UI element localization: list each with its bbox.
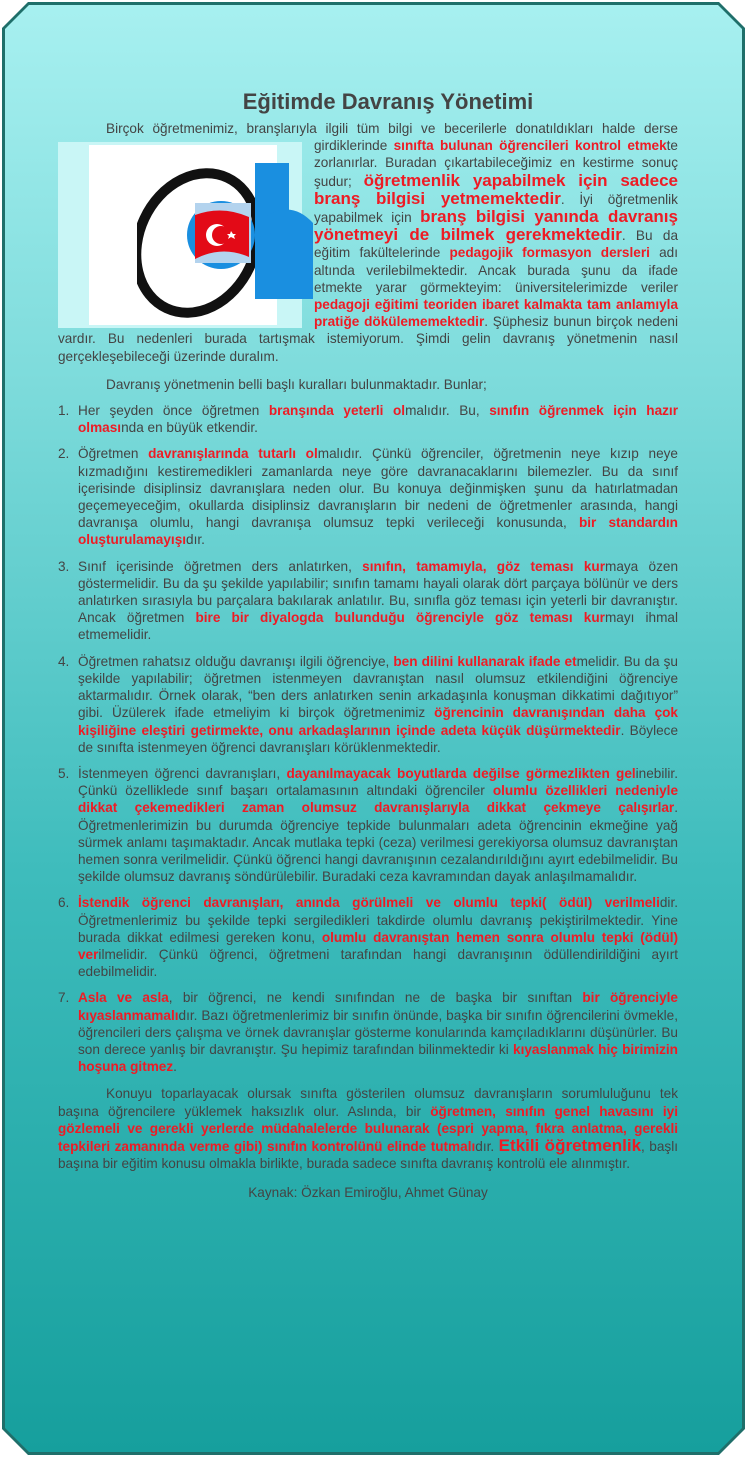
rule-text: dir. Öğretmenlerimiz bu şekilde tepki sergiledikleri takdirde olumlu davranış pekiştirilmektedir. Yine burada dikkat edilmesi gereken konu, — [78, 895, 678, 945]
intro-text: . İyi öğretmenlik yapabilmek için — [314, 191, 678, 226]
rule-text: malıdır. Bu, — [405, 403, 490, 419]
intro-text: . Bu da eğitim fakültelerinde — [314, 228, 678, 261]
rule-number: 3. — [58, 558, 70, 574]
rules-list — [58, 402, 678, 1075]
rule-highlight: İstendik öğrenci davranışları, anında görülmeli ve olumlu tepki( ödül) verilmeli — [78, 895, 660, 911]
rule-number: 2. — [58, 446, 70, 462]
conclusion-text: Konuyu toparlayacak olursak sınıfta gösterilen olumsuz davranışların sorumluluğunu tek başına öğrencilere yüklemek haksızlık olur. Aslında, bir — [58, 1086, 678, 1119]
rule-text: mayı ihmal etmemelidir. — [78, 610, 679, 643]
rule-highlight: dayanılmayacak boyutlarda değilse görmezlikten gel — [286, 765, 636, 781]
logo — [89, 145, 277, 325]
rule-text: melidir. Bu da şu şekilde yapılabilir; öğretmen istenmeyen davranıştan nasıl olumsuz etkilendiğini öğrenciye aktarmalıdır. Örnek olarak, “ben ders anlatırken senin arkadaşınla konuşman dikkatimi dağıtıyor” gibi. Üzülerek ifade etmeliyim ki birçok öğretmenimiz — [78, 653, 678, 721]
intro-text: Birçok öğretmenimiz, branşlarıyla ilgili tüm bilgi ve becerilerle donatıldıkları halde derse girdiklerinde — [106, 121, 678, 154]
intro-paragraph — [58, 120, 678, 365]
rule-item — [58, 445, 678, 548]
rule-text: Sınıf içerisinde öğretmen ders anlatırken, — [78, 558, 363, 574]
rule-number: 7. — [58, 990, 70, 1006]
rule-number: 5. — [58, 765, 70, 781]
conclusion-text: dır. — [475, 1138, 499, 1154]
rules-intro: Davranış yönetmenin belli başlı kuralları bulunmaktadır. Bunlar; — [106, 376, 487, 392]
rule-highlight: bire bir diyalogda bulunduğu öğrenciyle göz teması kur — [195, 610, 605, 626]
rule-highlight: sınıfın, tamamıyla, göz teması kur — [362, 558, 605, 574]
rule-text: ilmelidir. Çünkü öğrenci, öğretmeni tarafından hangi davranışının ödüllendirildiğini ayırt edebilmelidir. — [78, 946, 678, 980]
intro-highlight: pedagoji eğitimi teoriden ibaret kalmakta tam anlamıyla pratiğe dökülememektedir — [314, 297, 678, 330]
intro-text: . Şüphesiz bunun birçok nedeni vardır. Bu nedenleri burada tartışmak istemiyorum. Şimdi gelin davranış yönetmenin nasıl gerçekleşebileceği üzerinde duralım. — [58, 314, 678, 364]
rule-item — [58, 894, 678, 980]
rule-text: Öğretmen rahatsız olduğu davranışı ilgili öğrenciye, — [78, 653, 394, 669]
rule-highlight: olumlu özellikleri nedeniyle dikkat çekemedikleri zaman olumsuz davranışlarıyla dikkat çekmeye çalışırlar — [78, 783, 679, 816]
conclusion-paragraph — [58, 1085, 678, 1172]
article-title: Eğitimde Davranış Yönetimi — [242, 89, 534, 114]
intro-highlight: pedagojik formasyon dersleri — [449, 245, 650, 261]
rule-text: Öğretmen — [78, 446, 149, 462]
intro-highlight-large: öğretmenlik yapabilmek için sadece branş bilgisi yetmemektedir — [314, 170, 678, 208]
rule-item — [58, 653, 678, 756]
rule-highlight: bir standardın oluşturulamayışı — [78, 515, 678, 548]
rule-text: nda en büyük etkendir. — [121, 420, 258, 436]
rule-highlight: sınıfın öğrenmek için hazır olması — [78, 403, 678, 436]
article — [58, 88, 678, 1202]
rule-text: inebilir. Çünkü özelliklede sınıf başarı ortalamasının altındaki öğrenciler — [78, 765, 678, 799]
rule-item — [58, 765, 678, 885]
source-credit: Kaynak: Özkan Emiroğlu, Ahmet Günay — [248, 1185, 488, 1201]
rule-item — [58, 989, 678, 1075]
rule-highlight: ben dilini kullanarak ifade et — [393, 653, 577, 669]
rule-text: malıdır. Çünkü öğrenciler, öğretmenin neye kızıp neye kızmadığını kestiremedikleri zamanlarda neye göre davranacaklarını bilemezler. Bu da sınıf içerisinde disiplinsiz davranışlara neden olur. Bu konuya değinmişken şunu da hatırlatmadan geçemeyeceğim, okullarda disiplinsiz davranışların bir nedeni de öğretmenler arasında, hangi davranışa olumlu, hangi davranışa olumsuz tepki verileceği konusunda, — [78, 446, 678, 531]
rule-number: 4. — [58, 653, 70, 669]
rule-highlight: kıyaslanmak hiç birimizin hoşuna gitmez — [78, 1041, 678, 1075]
rule-text: dır. — [186, 532, 205, 548]
rule-highlight: olumlu davranıştan hemen sonra olumlu tepki (ödül) ver — [78, 929, 678, 962]
conclusion-text: , başlı başına bir eğitim konusu olmakla birlikte, burada sadece sınıfta davranış kontrolü ele alınmıştır. — [58, 1138, 679, 1172]
rule-text: . Böylece de sınıfta istenmeyen öğrenci davranışları körüklenmektedir. — [78, 722, 679, 755]
intro-text: te zorlanırlar. Buradan çıkartabileceğimiz en kestirme sonuç şudur; — [314, 138, 678, 189]
rule-text: Her şeyden önce öğretmen — [78, 403, 269, 419]
rule-number: 1. — [58, 403, 70, 419]
intro-highlight: sınıfta bulunan öğrencileri kontrol etmek — [393, 138, 667, 154]
rule-number: 6. — [58, 895, 70, 911]
rule-highlight: branşında yeterli ol — [268, 403, 406, 419]
intro-text: adı altında verilebilmektedir. Ancak burada şunu da ifade etmekte yarar görmekteyim: üniversitelerimizde veriler — [314, 245, 678, 295]
rule-item — [58, 402, 678, 436]
rule-text: dır. Bazı öğretmenlerimiz bir sınıfın önünde, başka bir sınıfın öğrencilerini övmekle, öğrencileri ders çalışma ve örnek davranışlar gösterme konularında kamçıladıklarını düşünürler. Bu son derece yanlış bir davranıştır. Şu hepimiz tarafından bilinmektedir ki — [78, 1007, 678, 1057]
rule-highlight: Asla ve asla — [78, 990, 169, 1006]
rule-item — [58, 558, 678, 644]
rule-highlight: öğrencinin davranışından daha çok kişiliğine eleştiri getirmekte, onu arkadaşlarının içinde adeta küçük düşürmektedir — [78, 705, 678, 738]
rule-text: İstenmeyen öğrenci davranışları, — [78, 765, 287, 781]
conclusion-highlight: öğretmen, sınıfın genel havasını iyi gözlemeli ve gerekli yerlerde müdahalelerde bulunarak (espri yapma, fıkra anlatma, gerekli tepkileri zamanında verme gibi) sınıfın kontrolünü elinde tutmalı — [58, 1103, 678, 1154]
oh-logo-with-turkish-flag-icon — [137, 145, 325, 325]
rule-text: . Öğretmenlerimizin bu durumda öğrenciye tepkide bulunmaları adeta öğrencinin ekmeğine yağ sürmek anlamı taşımaktadır. Ancak mutlaka tepki (ceza) verilmesi gerekiyorsa olumsuz davranıştan hemen sonra verilmelidir. Çünkü öğrenci hangi davranışının cezalandırıldığını ayırt edebilmelidir. Bu şekilde olumsuz davranış söndürülebilir. Buradaki ceza kavramından dayak anlaşılmamalıdır. — [78, 800, 678, 885]
rule-text: maya özen göstermelidir. Bu da şu şekilde yapılabilir; sınıfın tamamı hayali olarak dört parçaya bölünür ve ders anlatırken sırasıyla bu parçalara bakılarak anlatılır. Bu, sınıfla göz teması için yeterli bir davranıştır. Ancak öğretmen — [78, 558, 679, 626]
rule-highlight: bir öğrenciyle kıyaslanmamalı — [78, 990, 678, 1023]
rule-text: . — [173, 1059, 177, 1075]
intro-highlight-large: branş bilgisi yanında davranış yönetmeyi de bilmek gerekmektedir — [314, 207, 678, 245]
rule-highlight: davranışlarında tutarlı ol — [148, 446, 318, 462]
conclusion-highlight-large: Etkili öğretmenlik — [498, 1135, 642, 1155]
rule-text: , bir öğrenci, ne kendi sınıfından ne de başka bir sınıftan — [168, 990, 583, 1006]
logo-frame — [58, 142, 302, 328]
